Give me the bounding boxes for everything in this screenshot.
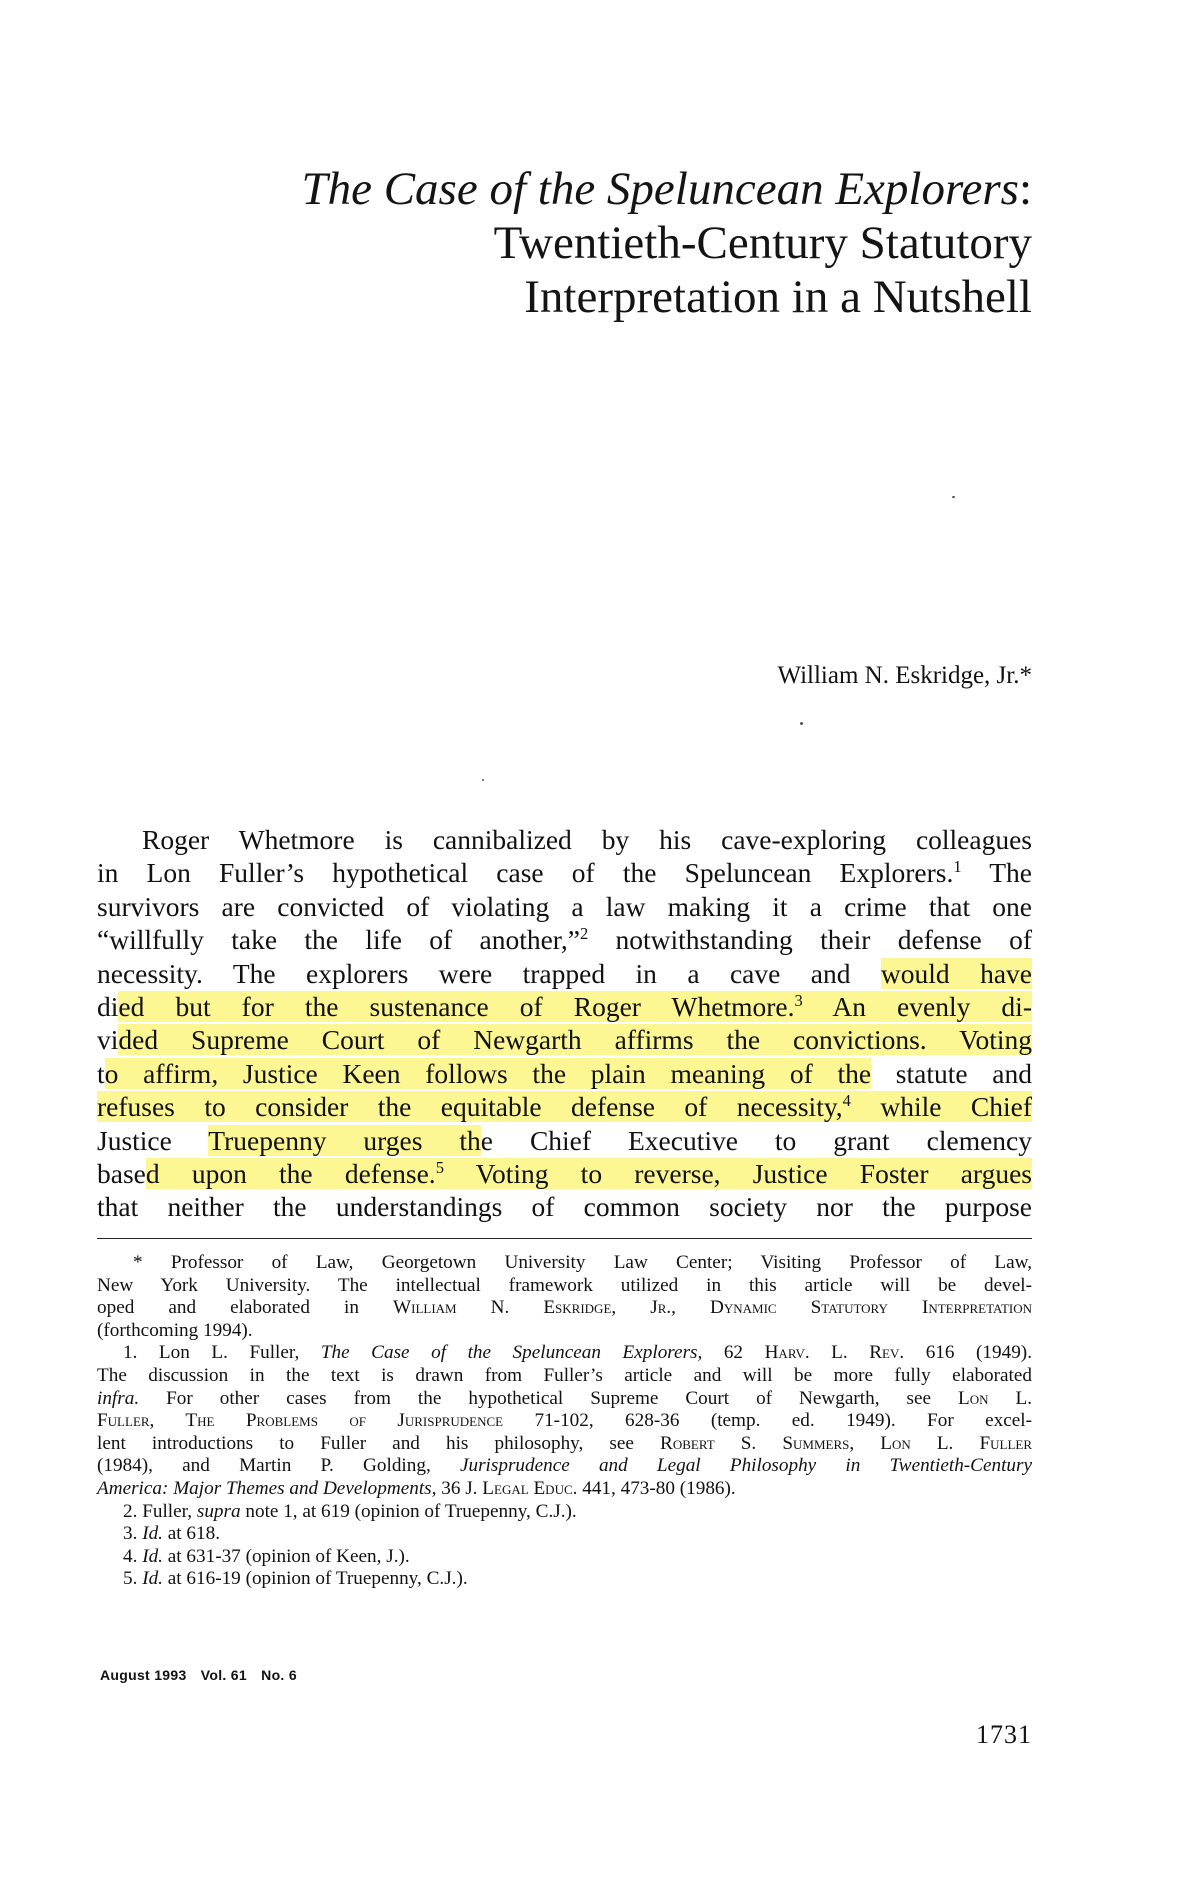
scan-speck — [800, 722, 803, 725]
scan-speck — [482, 779, 484, 781]
footnote-line: oped and elaborated in William N. Eskridge, Jr., Dynamic Statutory Interpretation — [97, 1297, 1033, 1319]
footnote-line: America: Major Themes and Developments, 36 J. Legal Educ. 441, 473-80 (1986). — [97, 1477, 736, 1499]
highlight: ed but for the sustenance of Roger Whetmore.$^3$ An evenly di- — [118, 990, 1032, 1022]
footnote-ref[interactable]: 5 — [435, 1157, 444, 1177]
body-line: survivors are convicted of violating a law making it a crime that one — [97, 890, 1032, 922]
body-line: died but for the sustenance of Roger Whetmore.$^3$ An evenly di- — [97, 990, 1032, 1022]
author-byline: William N. Eskridge, Jr.* — [777, 662, 1032, 689]
footnote-line: (forthcoming 1994). — [97, 1319, 253, 1341]
highlight: ded Supreme Court of Newgarth affirms the convictions. Voting — [118, 1024, 1032, 1056]
issue-line — [100, 1667, 307, 1683]
body-line: vided Supreme Court of Newgarth affirms the convictions. Voting — [97, 1024, 1032, 1056]
highlight: d upon the defense.$^5$ Voting to reverse, Justice Foster argues — [145, 1157, 1033, 1189]
title-line-3: Interpretation in a Nutshell — [524, 271, 1032, 323]
body-line: necessity. The explorers were trapped in a cave and would have — [97, 957, 1032, 989]
footnote-ref[interactable]: 2 — [579, 924, 589, 944]
issue-date: August 1993 — [100, 1667, 187, 1683]
body-line — [97, 1090, 1032, 1123]
footnote-line: lent introductions to Fuller and his philosophy, see Robert S. Summers, Lon L. Fuller — [97, 1432, 1033, 1454]
footnote-line: 5. Id. at 616-19 (opinion of Truepenny, C.J.). — [123, 1568, 468, 1590]
footnotes — [97, 1252, 1032, 1591]
body-line: Roger Whetmore is cannibalized by his cave-exploring colleagues — [142, 824, 1032, 855]
footnote-line: 3. Id. at 618. — [123, 1523, 220, 1545]
body-line: in Lon Fuller’s hypothetical case of the Speluncean Explorers.$^1$ The — [97, 857, 1032, 889]
footnote-line: Fuller, The Problems of Jurisprudence 71-102, 628-36 (temp. ed. 1949). For excel- — [97, 1410, 1032, 1432]
body-line: to affirm, Justice Keen follows the plain meaning of the statute and — [97, 1057, 1033, 1089]
footnote-line: New York University. The intellectual framework utilized in this article will be devel- — [97, 1274, 1032, 1296]
footnote-line: 2. Fuller, supra note 1, at 619 (opinion of Truepenny, C.J.). — [123, 1500, 577, 1522]
footnote-ref[interactable]: 1 — [953, 857, 962, 877]
highlight: would have — [880, 957, 1032, 989]
highlight: Truepenny urges th — [208, 1124, 481, 1156]
footnote-line: (1984), and Martin P. Golding, Jurisprudence and Legal Philosophy in Twentieth-Century — [97, 1455, 1032, 1477]
footnote-line: The discussion in the text is drawn from Fuller’s article and will be more fully elaborated — [97, 1364, 1032, 1386]
scan-speck — [952, 496, 955, 498]
highlight: refuses to consider the equitable defense of necessity,$^4$ while Chief — [97, 1090, 1032, 1123]
footnote-ref[interactable]: 3 — [794, 990, 803, 1010]
footnote-line: infra. For other cases from the hypothetical Supreme Court of Newgarth, see Lon L. — [97, 1387, 1032, 1409]
footnote-line: * Professor of Law, Georgetown University Law Center; Visiting Professor of Law, — [133, 1252, 1032, 1273]
title-line-2: Twentieth-Century Statutory — [493, 217, 1032, 269]
body-line: based upon the defense.$^5$ Voting to reverse, Justice Foster argues — [97, 1157, 1033, 1189]
highlight: o affirm, Justice Keen follows the plain meaning of the — [104, 1057, 872, 1089]
article-title — [252, 162, 1032, 324]
footnote-divider — [97, 1238, 1032, 1239]
footnote-line: 1. Lon L. Fuller, The Case of the Speluncean Explorers, 62 Harv. L. Rev. 616 (1949). — [123, 1342, 1032, 1364]
page-number: 1731 — [976, 1720, 1032, 1749]
title-line-1: The Case of the Speluncean Explorers: — [301, 163, 1032, 215]
issue-number: No. 6 — [261, 1667, 297, 1683]
body-line: that neither the understandings of common society nor the purpose — [97, 1191, 1032, 1223]
body-paragraph — [97, 823, 1032, 1224]
body-line: Justice Truepenny urges the Chief Executive to grant clemency — [97, 1124, 1032, 1156]
footnote-ref[interactable]: 4 — [842, 1090, 851, 1110]
footnote-line: 4. Id. at 631-37 (opinion of Keen, J.). — [123, 1545, 410, 1567]
issue-volume: Vol. 61 — [200, 1667, 247, 1683]
body-line: “willfully take the life of another,”$^2$ notwithstanding their defense of — [97, 924, 1033, 956]
